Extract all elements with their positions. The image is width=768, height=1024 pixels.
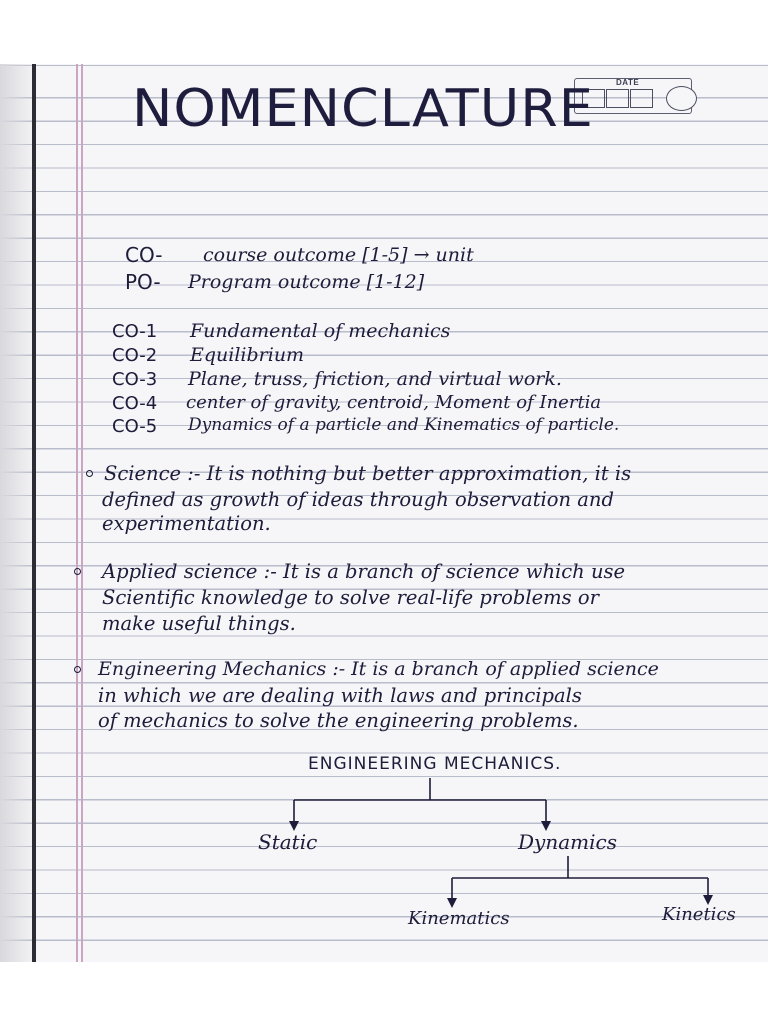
engineering-mechanics-line-2: in which we are dealing with laws and principals — [98, 684, 582, 707]
co-text-5: Dynamics of a particle and Kinematics of particle. — [188, 415, 620, 435]
engineering-mechanics-line-3: of mechanics to solve the engineering problems. — [98, 709, 579, 732]
date-label: DATE — [616, 78, 640, 87]
abbr-code-po: PO- — [125, 270, 161, 294]
co-text-3: Plane, truss, friction, and virtual work. — [188, 368, 562, 390]
applied-science-line-2: Scientific knowledge to solve real-life problems or — [102, 586, 599, 609]
tree-kinetics-label: Kinetics — [662, 904, 736, 925]
tree-root-label: ENGINEERING MECHANICS. — [308, 754, 562, 774]
abbr-text-co: course outcome [1-5] → unit — [203, 244, 474, 266]
co-text-2: Equilibrium — [190, 344, 305, 366]
co-code-2: CO-2 — [112, 345, 158, 366]
co-code-4: CO-4 — [112, 393, 158, 414]
page-title: NOMENCLATURE — [132, 78, 594, 139]
applied-science-line-1: Applied science :- It is a branch of science which use — [102, 560, 626, 583]
science-line-2: defined as growth of ideas through observation and — [102, 488, 614, 511]
co-code-3: CO-3 — [112, 369, 158, 390]
abbr-text-po: Program outcome [1-12] — [188, 271, 425, 293]
applied-science-line-3: make useful things. — [102, 612, 296, 635]
tree-kinematics-label: Kinematics — [408, 908, 510, 929]
tree-dynamics-label: Dynamics — [518, 830, 617, 854]
science-line-1: Science :- It is nothing but better approximation, it is — [104, 462, 632, 485]
co-text-4: center of gravity, centroid, Moment of Inertia — [186, 392, 602, 413]
tree-static-label: Static — [258, 830, 318, 854]
co-text-1: Fundamental of mechanics — [190, 320, 451, 342]
engineering-mechanics-line-1: Engineering Mechanics :- It is a branch of applied science — [98, 658, 659, 680]
science-line-3: experimentation. — [102, 512, 271, 535]
abbr-code-co: CO- — [125, 243, 163, 267]
co-code-1: CO-1 — [112, 321, 158, 342]
co-code-5: CO-5 — [112, 416, 158, 437]
